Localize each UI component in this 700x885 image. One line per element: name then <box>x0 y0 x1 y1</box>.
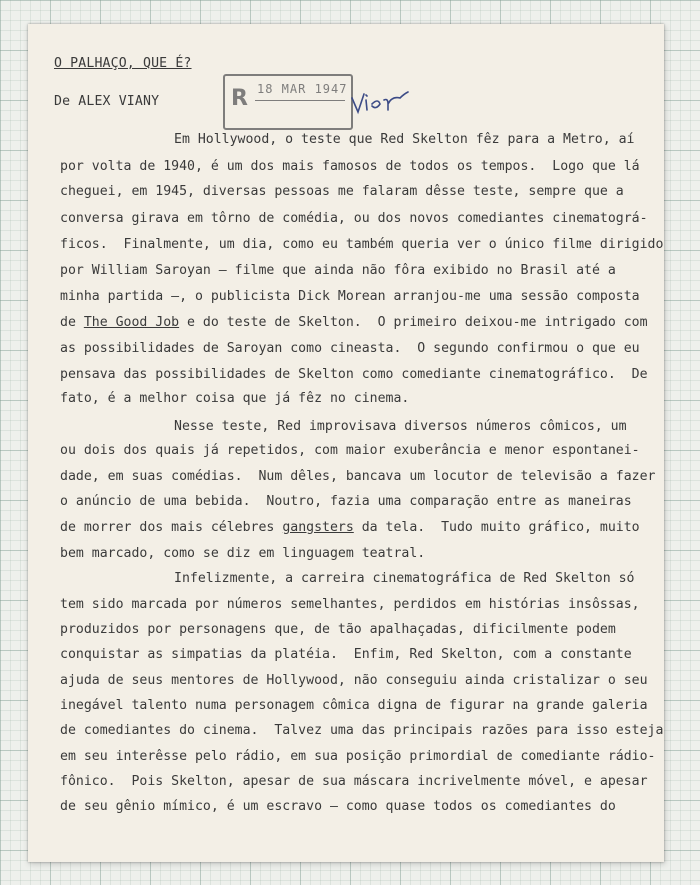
stamp-rule <box>255 100 345 101</box>
body-line: dade, em suas comédias. Num dêles, bancava um locutor de televisão a fazer <box>60 469 656 484</box>
body-line: minha partida —, o publicista Dick Morean arranjou-me uma sessão composta <box>60 289 640 304</box>
body-line: conquistar as simpatias da platéia. Enfim, Red Skelton, com a constante <box>60 647 632 662</box>
body-line: Nesse teste, Red improvisava diversos números cômicos, um <box>174 419 627 434</box>
body-line: por volta de 1940, é um dos mais famosos de todos os tempos. Logo que lá <box>60 159 640 174</box>
body-line: ajuda de seus mentores de Hollywood, não conseguiu ainda cristalizar o seu <box>60 673 648 688</box>
body-line: fônico. Pois Skelton, apesar de sua máscara incrivelmente móvel, e apesar <box>60 774 648 789</box>
stamp-letter: R <box>231 86 248 111</box>
underlined-title: gangsters <box>282 520 354 535</box>
handwritten-signature <box>350 84 410 120</box>
body-line: de comediantes do cinema. Talvez uma das principais razões para isso esteja <box>60 723 664 738</box>
body-line: de seu gênio mímico, é um escravo — como quase todos os comediantes do <box>60 799 616 814</box>
underlined-title: The Good Job <box>83 315 180 330</box>
body-line: tem sido marcada por números semelhantes, perdidos em histórias insôssas, <box>60 597 640 612</box>
body-line: Em Hollywood, o teste que Red Skelton fêz para a Metro, aí <box>174 132 635 147</box>
body-line: inegável talento numa personagem cômica digna de figurar na grande galeria <box>60 698 648 713</box>
author-line: De ALEX VIANY <box>54 94 160 109</box>
body-line: as possibilidades de Saroyan como cineasta. O segundo confirmou o que eu <box>60 341 640 356</box>
body-line: em seu interêsse pelo rádio, em sua posição primordial de comediante rádio- <box>60 749 656 764</box>
stamp-date: 18 MAR 1947 <box>257 82 348 96</box>
body-line: pensava das possibilidades de Skelton como comediante cinematográfico. De <box>60 367 648 382</box>
body-line: cheguei, em 1945, diversas pessoas me falaram dêsse teste, sempre que a <box>60 184 624 199</box>
body-line: bem marcado, como se diz em linguagem teatral. <box>60 546 426 561</box>
body-line: o anúncio de uma bebida. Noutro, fazia uma comparação entre as maneiras <box>60 494 632 509</box>
line-text: da tela. Tudo muito gráfico, muito <box>353 520 640 535</box>
line-text: e do teste de Skelton. O primeiro deixou-me intrigado com <box>179 315 648 330</box>
body-line: por William Saroyan — filme que ainda não fôra exibido no Brasil até a <box>60 263 616 278</box>
body-line: Infelizmente, a carreira cinematográfica de Red Skelton só <box>174 571 635 586</box>
line-text: de morrer dos mais célebres <box>60 520 283 535</box>
body-line: conversa girava em tôrno de comédia, ou dos novos comediantes cinematográ- <box>60 211 648 226</box>
body-line: ou dois dos quais já repetidos, com maior exuberância e menor espontanei- <box>60 443 640 458</box>
line-text: de <box>60 315 84 330</box>
page-title: O PALHAÇO, QUE É? <box>54 56 192 71</box>
body-line <box>60 315 648 330</box>
body-line: fato, é a melhor coisa que já fêz no cinema. <box>60 391 410 406</box>
registration-stamp <box>223 74 353 130</box>
body-line: ficos. Finalmente, um dia, como eu também queria ver o único filme dirigido <box>60 237 664 252</box>
body-line <box>60 520 640 535</box>
body-line: produzidos por personagens que, de tão apalhaçadas, dificilmente podem <box>60 622 616 637</box>
